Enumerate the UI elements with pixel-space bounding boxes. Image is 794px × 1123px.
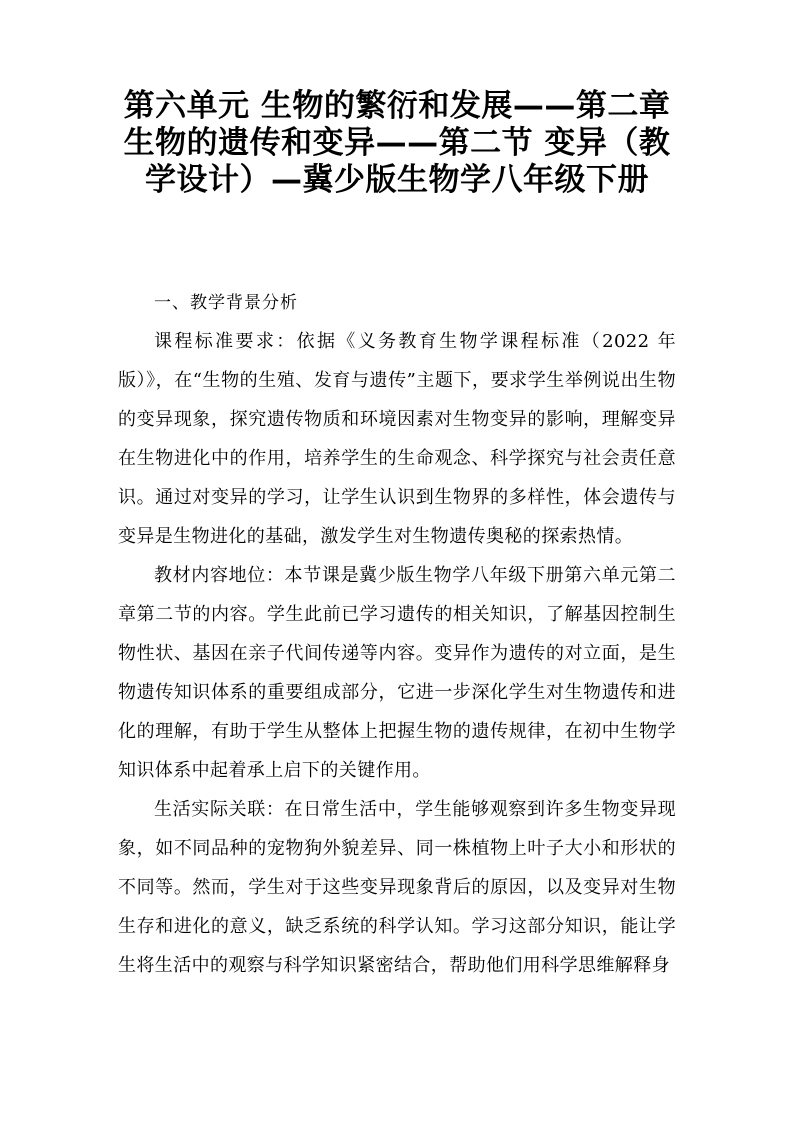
paragraph-textbook-position: 教材内容地位：本节课是冀少版生物学八年级下册第六单元第二章第二节的内容。学生此前已学习遗传的相关知识，了解基因控制生物性状、基因在亲子代间传递等内容。变异作为遗传的对立面，是生物遗传知识体系的重要组成部分，它进一步深化学生对生物遗传和进化的理解，有助于学生从整体上把握生物的遗传规律，在初中生物学知识体系中起着承上启下的关键作用。 (118, 565, 676, 781)
section-heading: 一、教学背景分析 (154, 293, 298, 313)
document-body (118, 284, 676, 985)
paragraph-curriculum-standard: 课程标准要求：依据《义务教育生物学课程标准（2022 年版）》，在“生物的生殖、发育与遗传”主题下，要求学生举例说出生物的变异现象，探究遗传物质和环境因素对生物变异的影响，理解变异在生物进化中的作用，培养学生的生命观念、科学探究与社会责任意识。通过对变异的学习，让学生认识到生物界的多样性，体会遗传与变异是生物进化的基础，激发学生对生物遗传奥秘的探索热情。 (118, 331, 676, 547)
document-title: 第六单元 生物的繁衍和发展——第二章 生物的遗传和变异——第二节 变异（教学设计）—冀少版生物学八年级下册 (123, 88, 671, 198)
paragraph-life-connection: 生活实际关联：在日常生活中，学生能够观察到许多生物变异现象，如不同品种的宠物狗外貌差异、同一株植物上叶子大小和形状的不同等。然而，学生对于这些变异现象背后的原因，以及变异对生物生存和进化的意义，缺乏系统的科学认知。学习这部分知识，能让学生将生活中的观察与科学知识紧密结合，帮助他们用科学思维解释身 (118, 799, 676, 976)
